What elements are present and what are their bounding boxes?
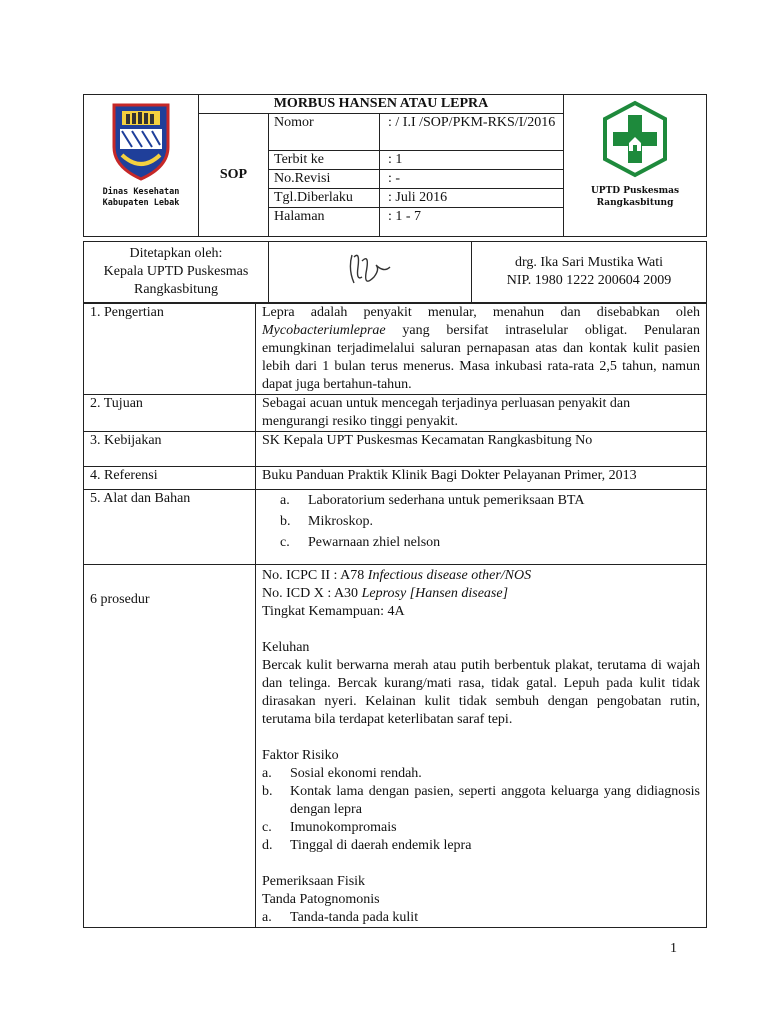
section-label-prosedur bbox=[84, 565, 256, 928]
meta-label-terbit: Terbit ke bbox=[269, 151, 380, 170]
section-content-tujuan: Sebagai acuan untuk mencegah terjadinya perluasan penyakit dan mengurangi resiko tinggi penyakit. bbox=[256, 395, 707, 432]
list-item: d. Tinggal di daerah endemik lepra bbox=[262, 838, 472, 853]
section-content-pengertian bbox=[256, 304, 707, 395]
meta-label-halaman: Halaman bbox=[269, 208, 380, 237]
document-title: MORBUS HANSEN ATAU LEPRA bbox=[199, 95, 564, 114]
approval-issuer-cell bbox=[84, 242, 269, 303]
right-logo-caption-1: UPTD Puskesmas bbox=[590, 186, 680, 196]
left-logo-cell bbox=[84, 95, 199, 237]
list-item: b. Kontak lama dengan pasien, seperti anggota keluarga yang didiagnosis dengan lepra bbox=[262, 784, 700, 817]
icpc-line: No. ICPC II : A78 Infectious disease other/NOS bbox=[262, 568, 532, 583]
meta-value-halaman: : 1 - 7 bbox=[380, 208, 564, 237]
approval-issuer-line-3: Rangkasbitung bbox=[134, 282, 218, 297]
pemeriksaan-title: Pemeriksaan Fisik bbox=[262, 874, 366, 889]
icd-line: No. ICD X : A30 Leprosy [Hansen disease] bbox=[262, 586, 509, 601]
section-content-alat bbox=[256, 490, 707, 565]
keluhan-title: Keluhan bbox=[262, 640, 310, 655]
left-logo-caption-2: Kabupaten Lebak bbox=[102, 198, 180, 208]
puskesmas-logo-icon bbox=[599, 99, 671, 179]
sop-label: SOP bbox=[199, 114, 269, 237]
meta-label-nomor: Nomor bbox=[269, 114, 380, 151]
tanda-list bbox=[262, 909, 700, 927]
pengertian-text-b: yang bersifat intraselular obligat. Penularan emungkinan terjadimelalui saluran pernapasan atas dan kontak kulit pasien lebih dari 1 bulan terus menerus. Masa inkubasi rata-rata 2,5 tahun, namun dapat juga bertahun-tahun. bbox=[262, 323, 700, 392]
meta-value-tgl: : Juli 2016 bbox=[380, 189, 564, 208]
meta-label-revisi: No.Revisi bbox=[269, 170, 380, 189]
signature-cell bbox=[269, 242, 472, 303]
list-item: a. Tanda-tanda pada kulit bbox=[262, 910, 419, 925]
official-name: drg. Ika Sari Mustika Wati bbox=[514, 255, 664, 270]
left-logo-caption-1: Dinas Kesehatan bbox=[102, 187, 180, 197]
section-content-prosedur bbox=[256, 565, 707, 928]
section-label-pengertian: 1. Pengertian bbox=[84, 304, 256, 395]
right-logo-cell bbox=[564, 95, 707, 237]
list-item: b. Mikroskop. bbox=[280, 514, 373, 529]
meta-value-nomor: : / I.I /SOP/PKM-RKS/I/2016 bbox=[380, 114, 564, 151]
list-item: c. Pewarnaan zhiel nelson bbox=[280, 535, 441, 550]
list-item: a. Laboratorium sederhana untuk pemeriksaan BTA bbox=[280, 493, 585, 508]
pengertian-text-italic: Mycobacteriumleprae bbox=[262, 323, 386, 338]
section-label-referensi: 4. Referensi bbox=[84, 467, 256, 490]
list-item: a. Sosial ekonomi rendah. bbox=[262, 766, 422, 781]
faktor-list bbox=[262, 765, 700, 855]
list-item: c. Imunokompromais bbox=[262, 820, 397, 835]
right-logo-caption-2: Rangkasbitung bbox=[596, 198, 674, 208]
section-label-tujuan: 2. Tujuan bbox=[84, 395, 256, 432]
section-label-kebijakan: 3. Kebijakan bbox=[84, 432, 256, 467]
approval-issuer-line-1: Ditetapkan oleh: bbox=[129, 246, 223, 261]
faktor-title: Faktor Risiko bbox=[262, 748, 339, 763]
signature-icon bbox=[340, 247, 400, 291]
meta-value-terbit: : 1 bbox=[380, 151, 564, 170]
page-number: 1 bbox=[670, 941, 677, 956]
official-nip: NIP. 1980 1222 200604 2009 bbox=[506, 273, 672, 288]
section-content-referensi: Buku Panduan Praktik Klinik Bagi Dokter Pelayanan Primer, 2013 bbox=[256, 467, 707, 490]
official-cell bbox=[472, 242, 707, 303]
alat-list bbox=[280, 490, 700, 553]
meta-value-revisi: : - bbox=[380, 170, 564, 189]
meta-label-tgl: Tgl.Diberlaku bbox=[269, 189, 380, 208]
approval-table bbox=[83, 241, 707, 303]
approval-issuer-line-2: Kepala UPTD Puskesmas bbox=[103, 264, 249, 279]
keluhan-text: Bercak kulit berwarna merah atau putih berbentuk plakat, terutama di wajah dan telinga. Bercak kurang/mati rasa, tidak gatal. Lepuh pada kulit tidak dirasakan nyeri. Kelainan kulit tidak sembuh dengan pengobatan rutin, terutama bila terdapat keterlibatan saraf tepi. bbox=[262, 658, 700, 727]
pengertian-text-a: Lepra adalah penyakit menular, menahun dan disebabkan oleh bbox=[262, 305, 700, 320]
lebak-regency-emblem-icon bbox=[110, 101, 172, 181]
section-content-kebijakan: SK Kepala UPT Puskesmas Kecamatan Rangkasbitung No bbox=[256, 432, 707, 467]
prosedur-label-text: 6 prosedur bbox=[90, 592, 150, 607]
tanda-title: Tanda Patognomonis bbox=[262, 892, 380, 907]
sop-header-table bbox=[83, 94, 707, 237]
tingkat-line: Tingkat Kemampuan: 4A bbox=[262, 604, 405, 619]
section-label-alat: 5. Alat dan Bahan bbox=[84, 490, 256, 565]
sop-body-table bbox=[83, 303, 707, 928]
